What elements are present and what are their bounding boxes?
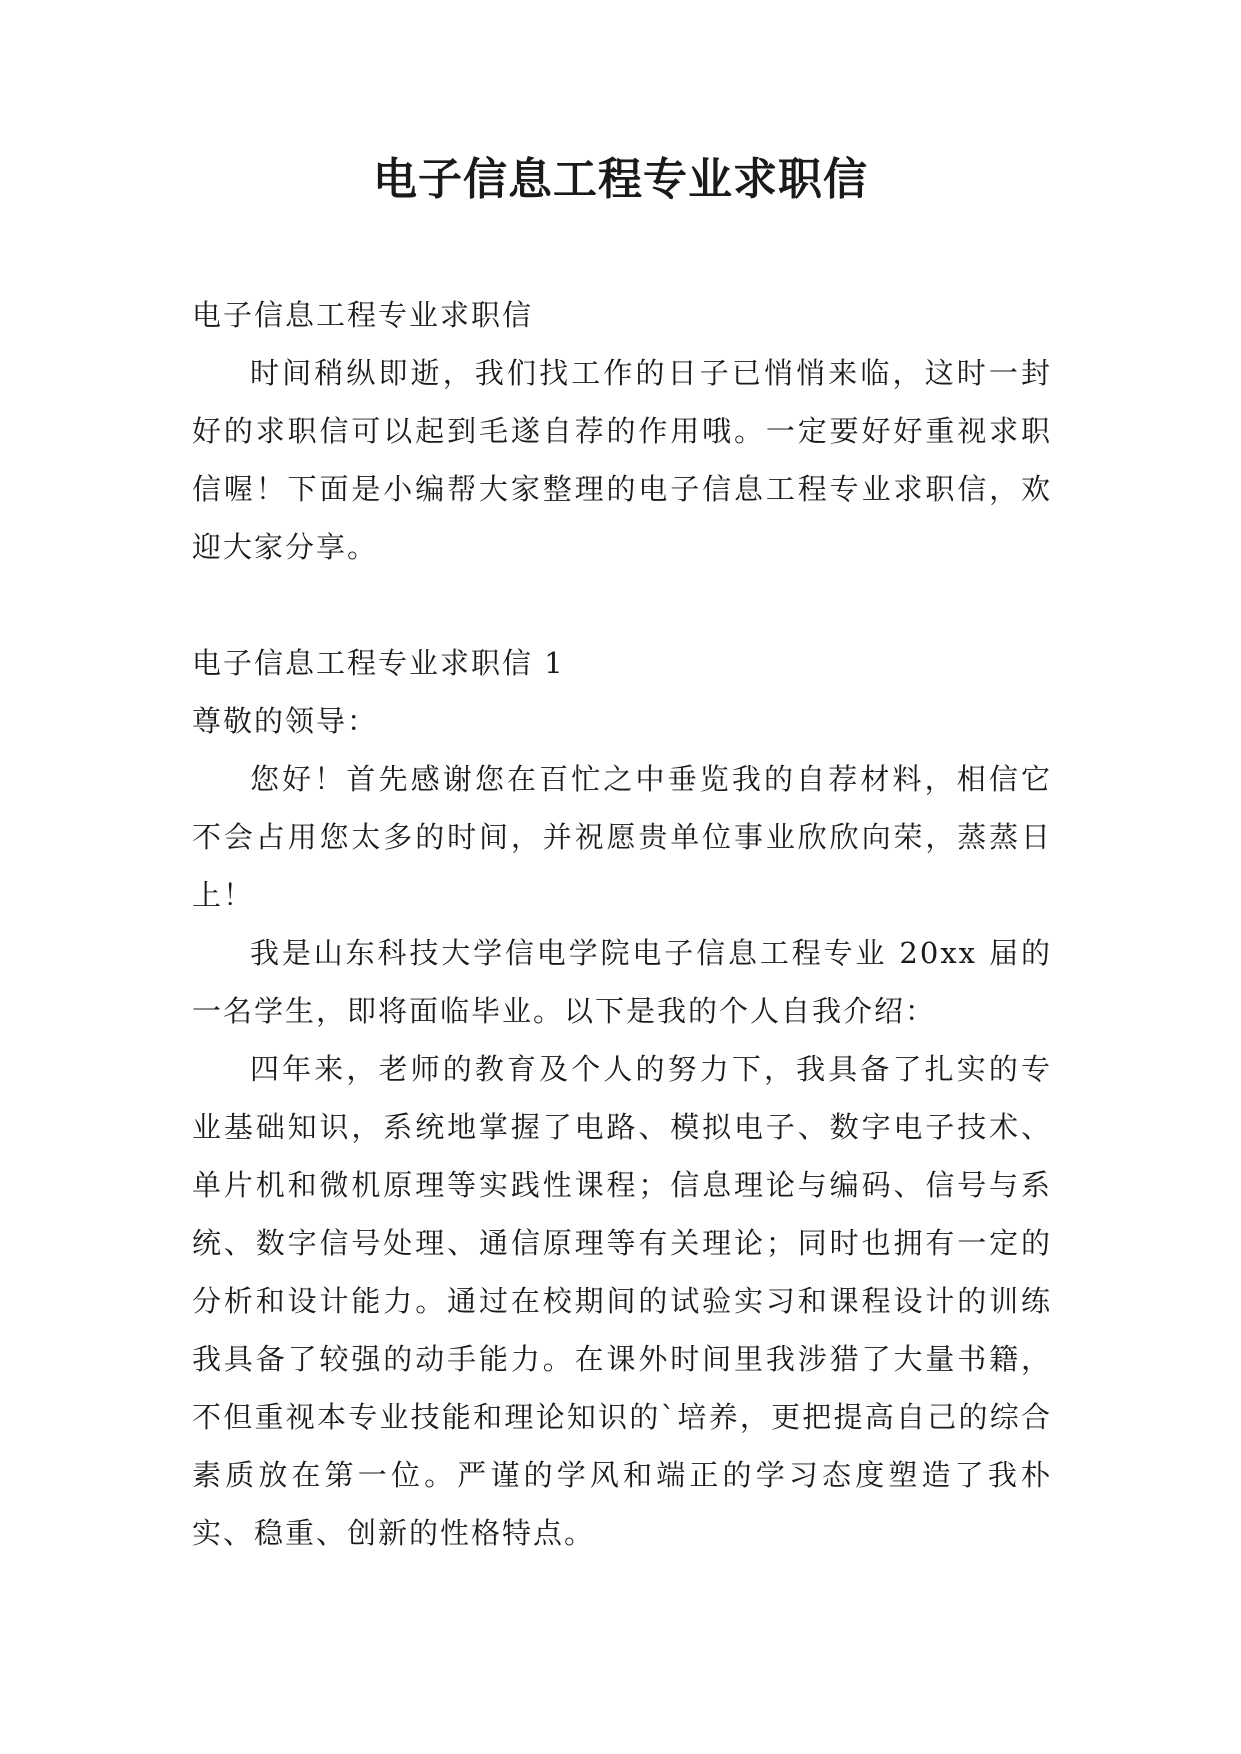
intro-paragraph: 时间稍纵即逝，我们找工作的日子已悄悄来临，这时一封好的求职信可以起到毛遂自荐的作用哦。一定要好好重视求职信喔！下面是小编帮大家整理的电子信息工程专业求职信，欢迎大家分享。: [192, 356, 1052, 564]
body-paragraph: 四年来，老师的教育及个人的努力下，我具备了扎实的专业基础知识，系统地掌握了电路、模拟电子、数字电子技术、单片机和微机原理等实践性课程；信息理论与编码、信号与系统、数字信号处理、通信原理等有关理论；同时也拥有一定的分析和设计能力。通过在校期间的试验实习和课程设计的训练我具备了较强的动手能力。在课外时间里我涉猎了大量书籍，不但重视本专业技能和理论知识的`培养，更把提高自己的综合素质放在第一位。严谨的学风和端正的学习态度塑造了我朴实、稳重、创新的性格特点。: [192, 1052, 1052, 1550]
document-body: [192, 286, 1052, 1562]
body-paragraph: 您好！首先感谢您在百忙之中垂览我的自荐材料，相信它不会占用您太多的时间，并祝愿贵单位事业欣欣向荣，蒸蒸日上！: [192, 762, 1052, 912]
section-heading: 电子信息工程专业求职信 1: [192, 646, 565, 680]
body-paragraph: 我是山东科技大学信电学院电子信息工程专业 20xx 届的一名学生，即将面临毕业。以下是我的个人自我介绍：: [192, 936, 1052, 1028]
salutation: 尊敬的领导：: [192, 704, 379, 738]
subtitle: 电子信息工程专业求职信: [192, 298, 534, 332]
document-title: 电子信息工程专业求职信: [373, 154, 868, 205]
